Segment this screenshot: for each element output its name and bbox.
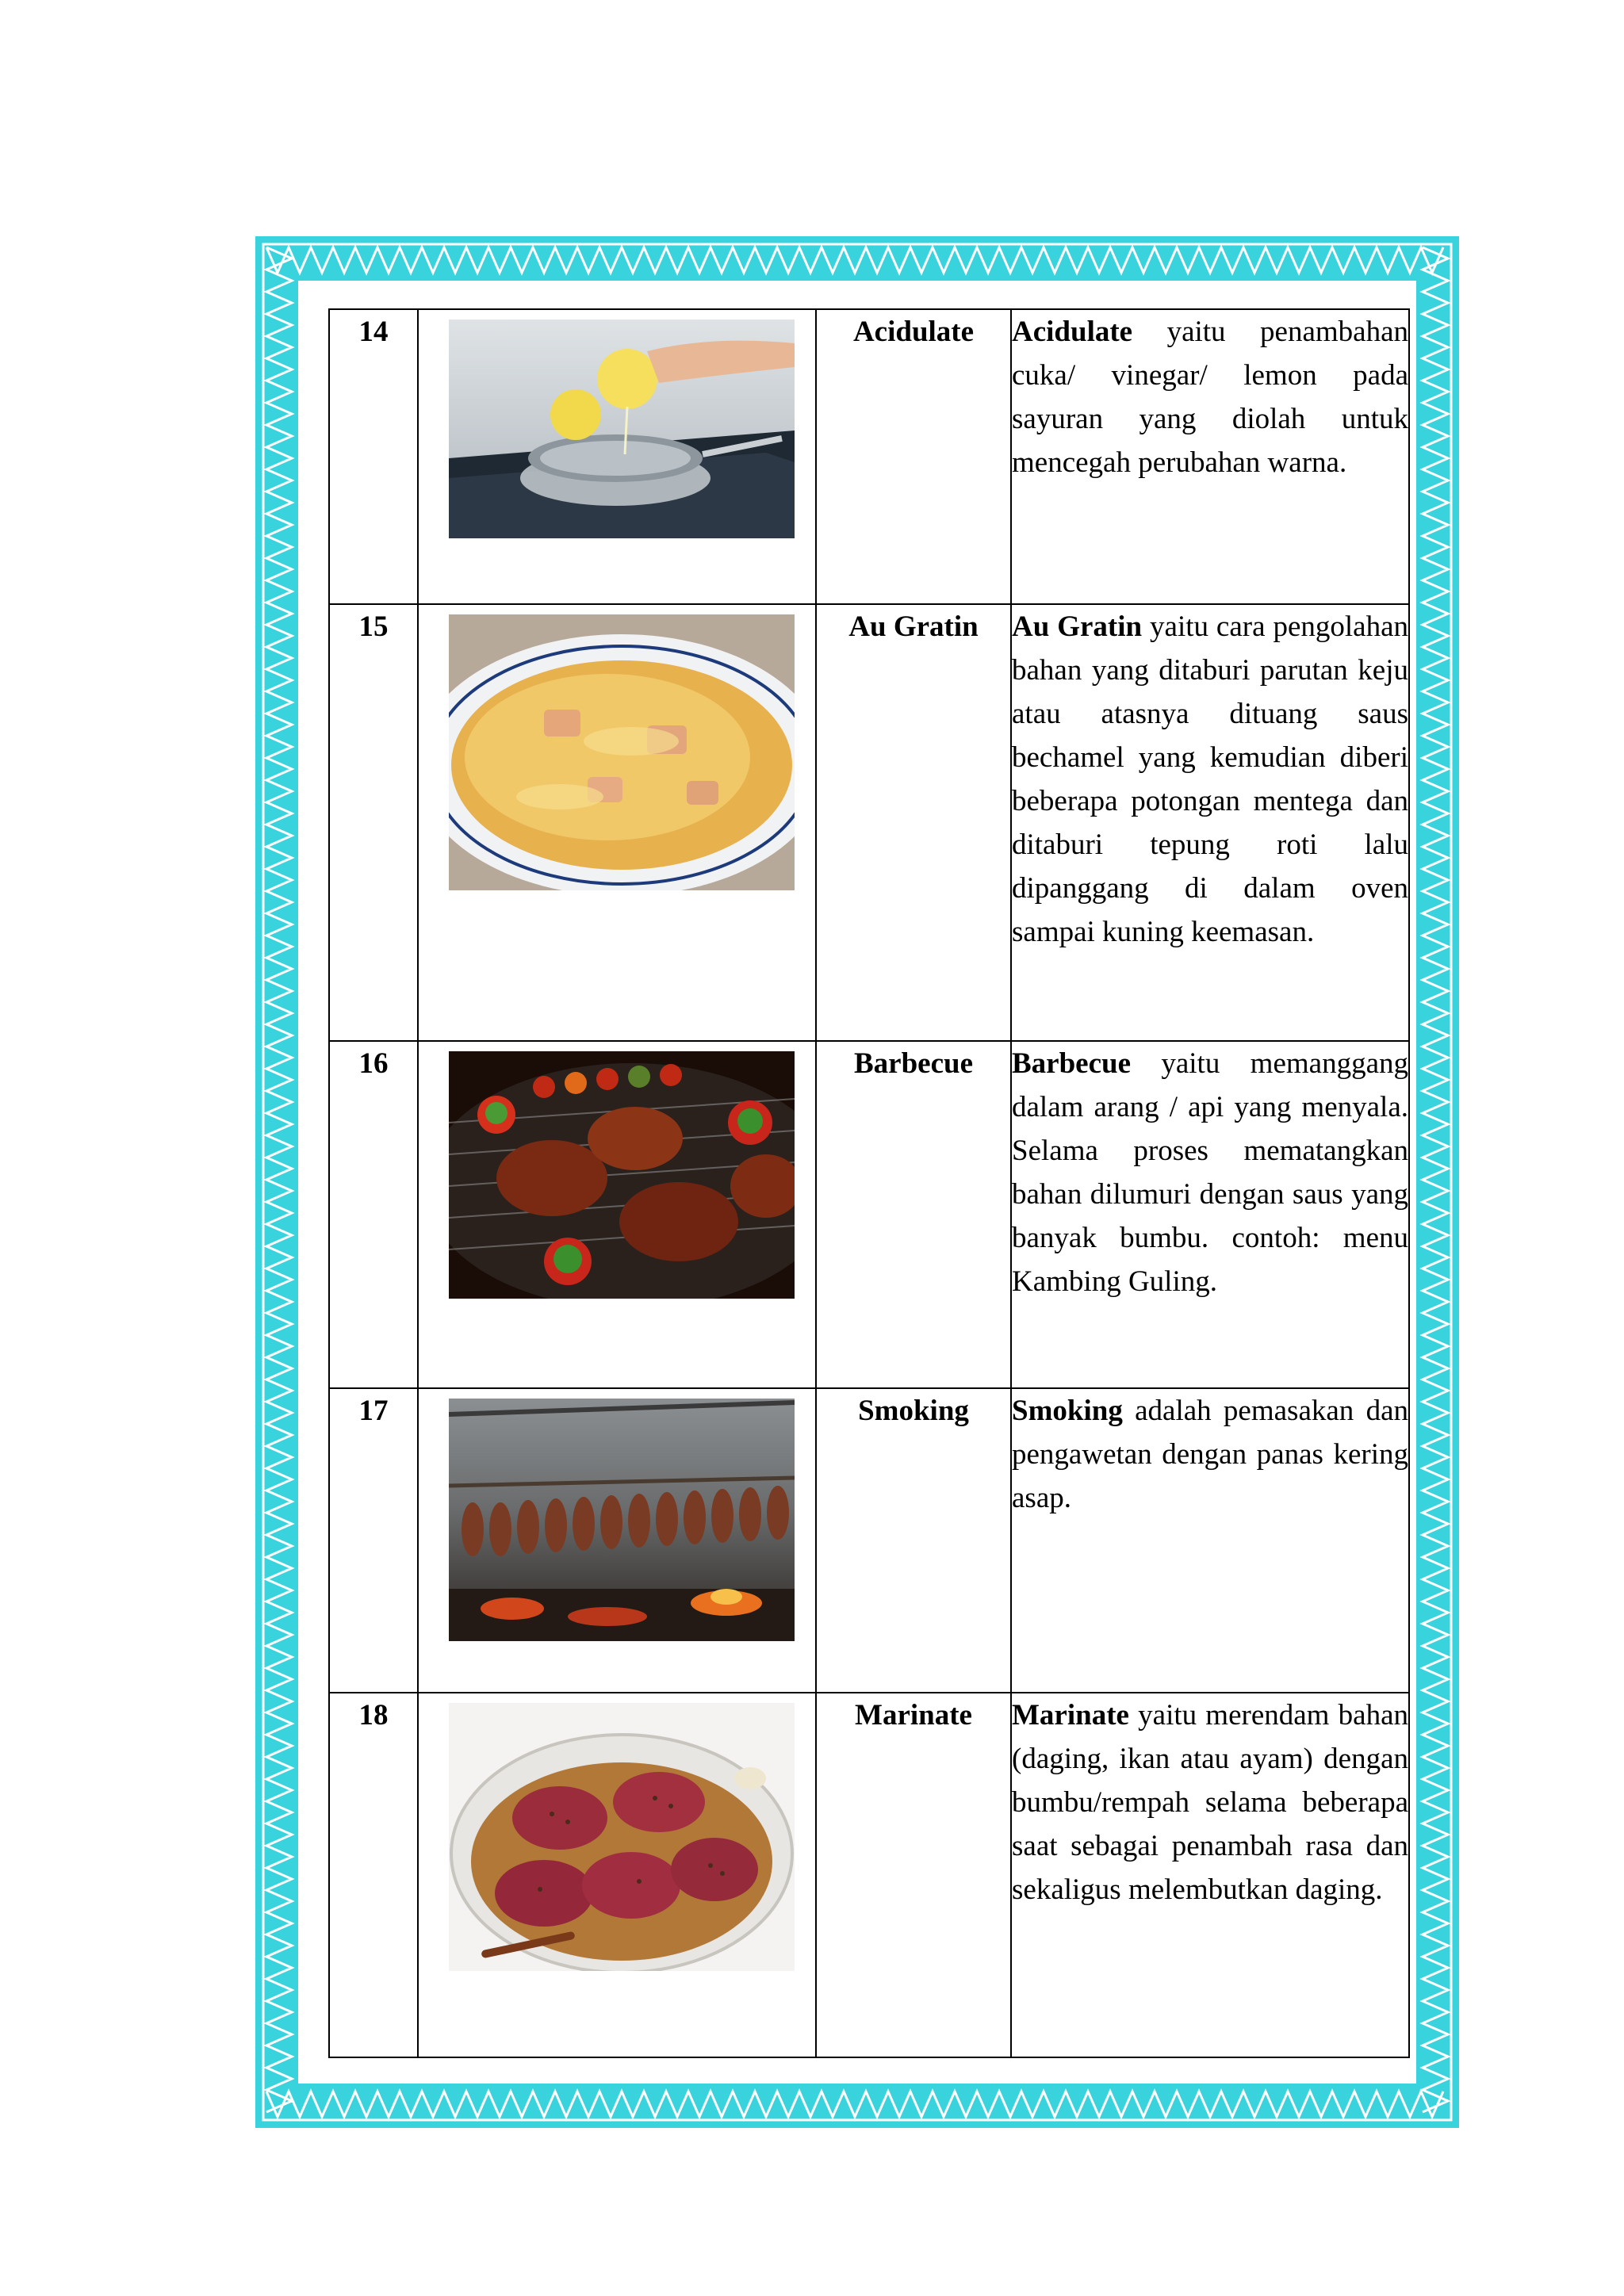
row-number: 18 — [329, 1693, 418, 2057]
barbecue-grill-photo — [449, 1051, 795, 1299]
au-gratin-dish-photo — [449, 614, 795, 890]
term-description: Marinate yaitu merendam bahan (daging, ikan atau ayam) dengan bumbu/rempah selama beberapa saat sebagai penambah rasa dan sekaligus melembutkan daging. — [1011, 1693, 1409, 2057]
term-description: Acidulate yaitu penambahan cuka/ vinegar/ lemon pada sayuran yang diolah untuk mencegah perubahan warna. — [1011, 309, 1409, 604]
term-description: Au Gratin yaitu cara pengolahan bahan yang ditaburi parutan keju atau atasnya dituang saus bechamel yang kemudian diberi beberapa potongan mentega dan ditaburi tepung roti lalu dipanggang di dalam oven sampai kuning keemasan. — [1011, 604, 1409, 1041]
marinated-meat-bowl-photo — [449, 1703, 795, 1971]
table-row — [329, 1388, 1409, 1693]
row-number: 17 — [329, 1388, 418, 1693]
term-name: Au Gratin — [816, 604, 1011, 1041]
term-name: Barbecue — [816, 1041, 1011, 1388]
term-name: Smoking — [816, 1388, 1011, 1693]
term-description: Barbecue yaitu memanggang dalam arang / api yang menyala. Selama proses mematangkan bahan dilumuri dengan saus yang banyak bumbu. contoh: menu Kambing Guling. — [1011, 1041, 1409, 1388]
term-name: Marinate — [816, 1693, 1011, 2057]
row-number: 16 — [329, 1041, 418, 1388]
table-row — [329, 604, 1409, 1041]
cooking-terms-table — [328, 308, 1410, 2058]
row-number: 14 — [329, 309, 418, 604]
row-number: 15 — [329, 604, 418, 1041]
table-row — [329, 1041, 1409, 1388]
term-name: Acidulate — [816, 309, 1011, 604]
term-description: Smoking adalah pemasakan dan pengawetan dengan panas kering asap. — [1011, 1388, 1409, 1693]
lemon-squeeze-strainer-photo — [449, 320, 795, 538]
smoking-fish-fire-photo — [449, 1399, 795, 1641]
table-row — [329, 1693, 1409, 2057]
table-row — [329, 309, 1409, 604]
